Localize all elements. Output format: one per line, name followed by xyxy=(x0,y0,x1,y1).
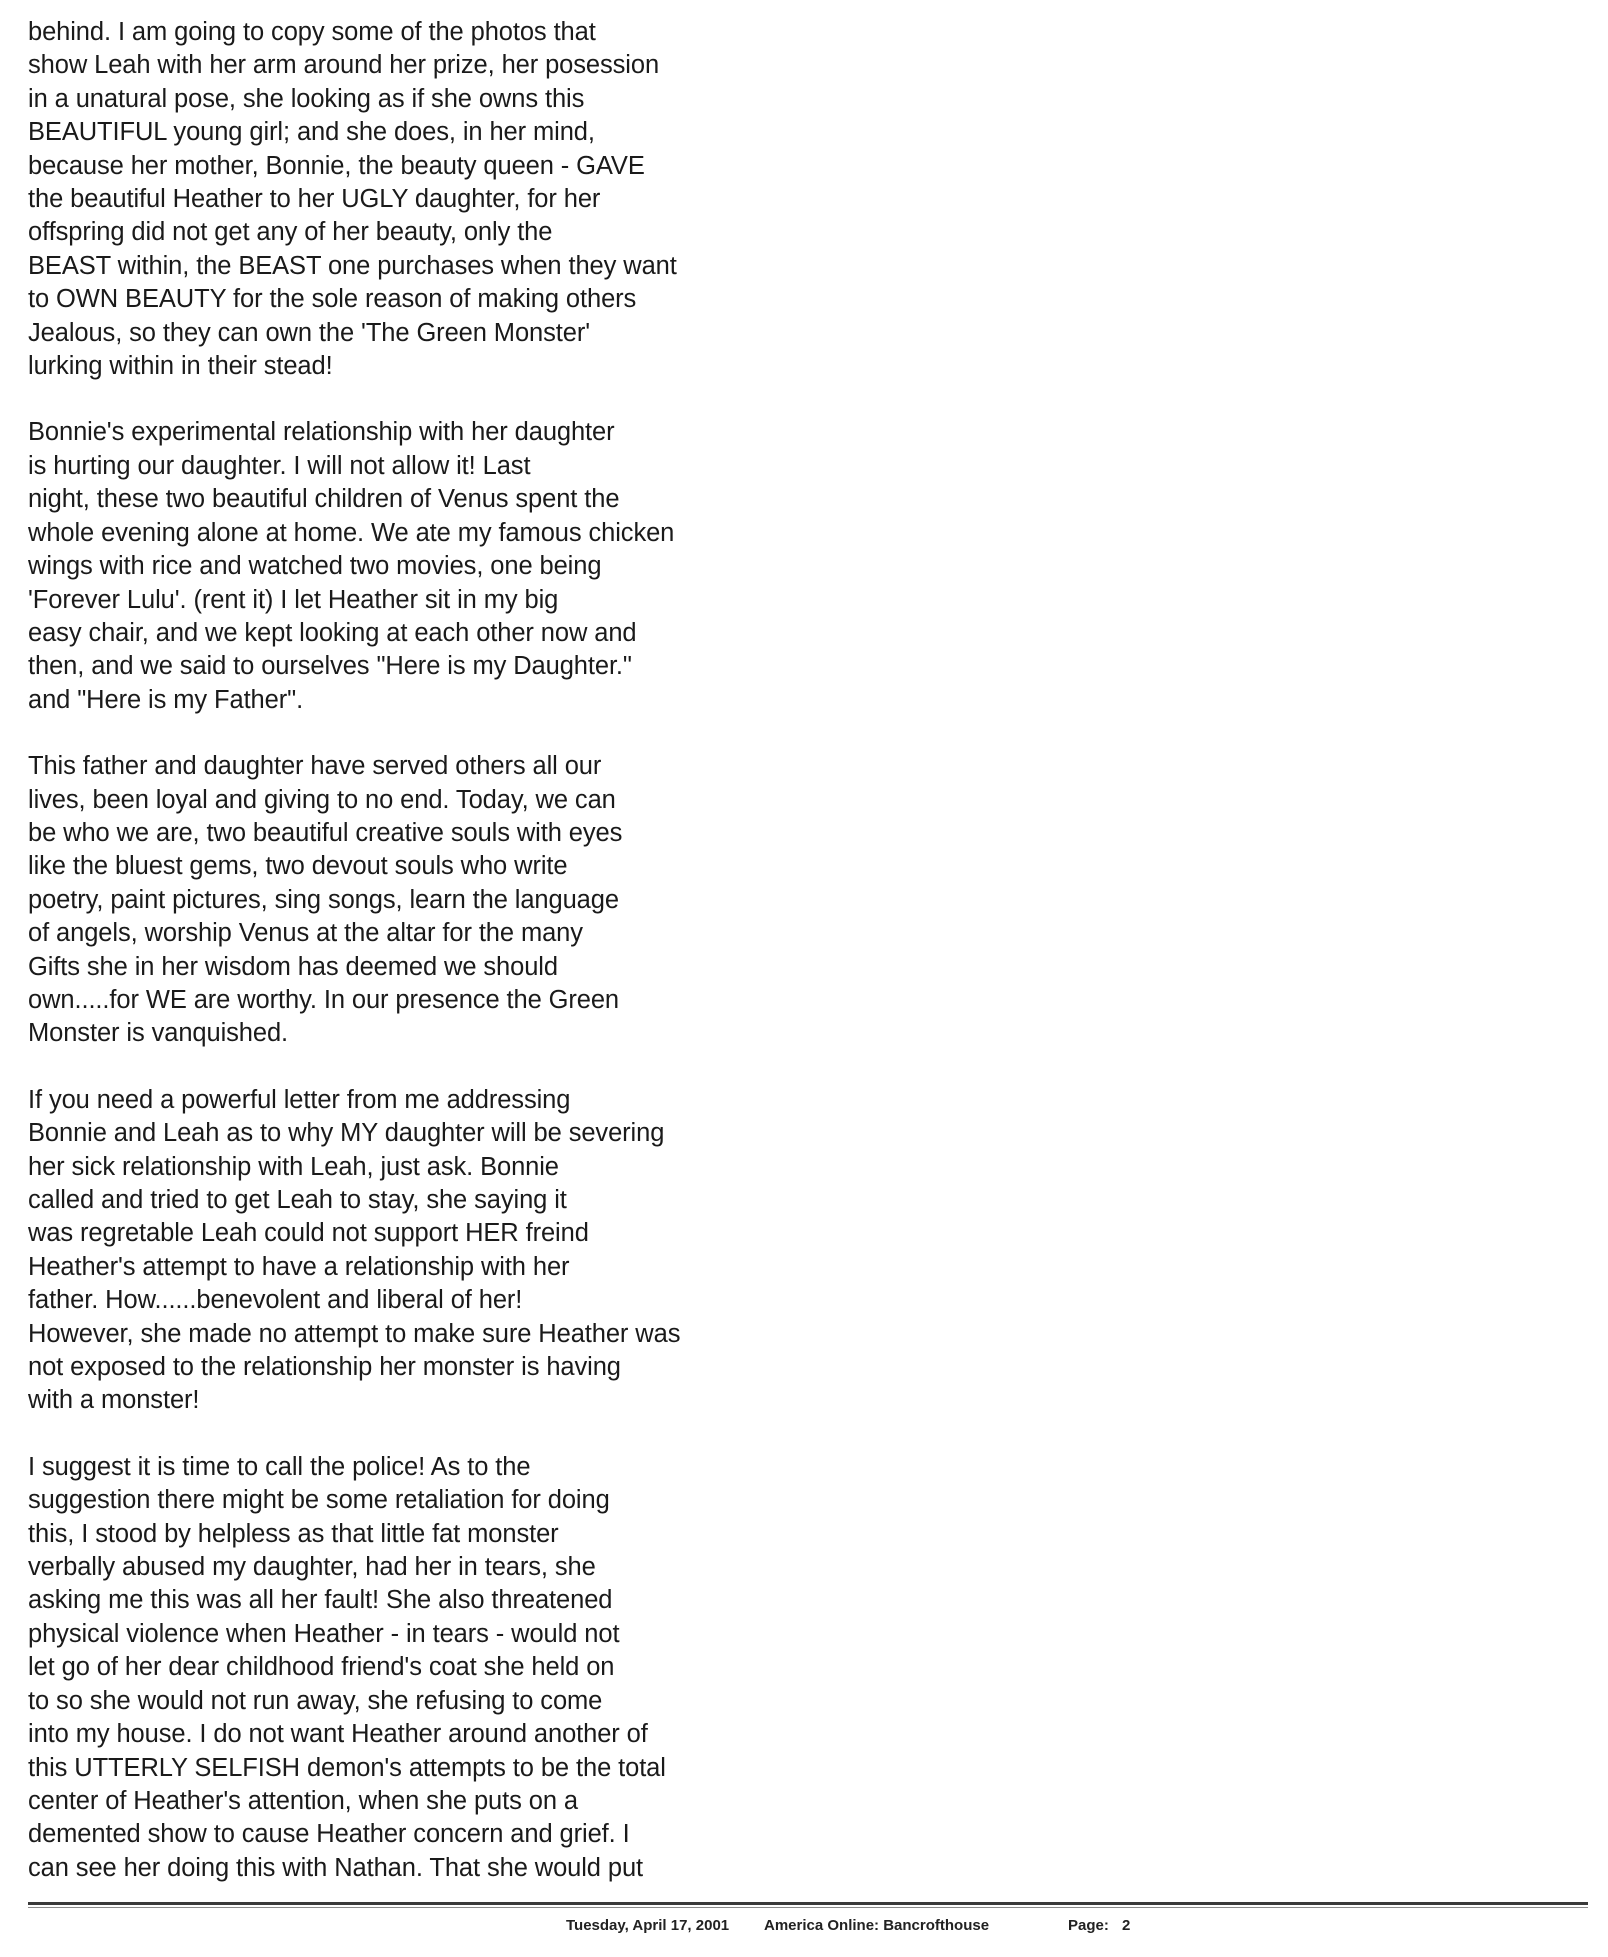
footer-divider xyxy=(28,1902,1588,1905)
text-line: lives, been loyal and giving to no end. Today, we can xyxy=(28,785,616,814)
text-line: BEAUTIFUL young girl; and she does, in her mind, xyxy=(28,118,595,147)
text-line: like the bluest gems, two devout souls who write xyxy=(28,852,568,881)
text-line: Bonnie's experimental relationship with her daughter xyxy=(28,418,615,447)
text-line: verbally abused my daughter, had her in tears, she xyxy=(28,1553,596,1582)
text-line: be who we are, two beautiful creative souls with eyes xyxy=(28,818,623,847)
text-line: 'Forever Lulu'. (rent it) I let Heather sit in my big xyxy=(28,585,559,614)
text-line: to OWN BEAUTY for the sole reason of making others xyxy=(28,285,637,314)
text-line: This father and daughter have served others all our xyxy=(28,752,602,781)
text-line: wings with rice and watched two movies, one being xyxy=(28,552,602,581)
text-line: Heather's attempt to have a relationship with her xyxy=(28,1252,570,1281)
text-line: night, these two beautiful children of Venus spent the xyxy=(28,485,620,514)
text-line: asking me this was all her fault! She also threatened xyxy=(28,1586,613,1615)
text-line: let go of her dear childhood friend's coat she held on xyxy=(28,1653,615,1682)
paragraph xyxy=(28,416,788,717)
text-line: easy chair, and we kept looking at each other now and xyxy=(28,618,637,647)
text-line: this UTTERLY SELFISH demon's attempts to be the total xyxy=(28,1753,666,1782)
page-footer xyxy=(0,1917,1608,1941)
text-line: center of Heather's attention, when she puts on a xyxy=(28,1786,578,1815)
text-line: father. How......benevolent and liberal of her! xyxy=(28,1286,523,1315)
text-line: lurking within in their stead! xyxy=(28,352,333,381)
text-line: because her mother, Bonnie, the beauty queen - GAVE xyxy=(28,151,645,180)
text-line: can see her doing this with Nathan. That she would put xyxy=(28,1853,644,1882)
text-line: suggestion there might be some retaliation for doing xyxy=(28,1486,610,1515)
text-line: her sick relationship with Leah, just ask. Bonnie xyxy=(28,1152,559,1181)
letter-body xyxy=(28,16,788,1918)
text-line: However, she made no attempt to make sure Heather was xyxy=(28,1319,681,1348)
text-line: Gifts she in her wisdom has deemed we should xyxy=(28,952,558,981)
text-line: not exposed to the relationship her monster is having xyxy=(28,1353,621,1382)
footer-page-number: 2 xyxy=(1122,1917,1131,1934)
text-line: demented show to cause Heather concern and grief. I xyxy=(28,1820,630,1849)
text-line: then, and we said to ourselves "Here is my Daughter." xyxy=(28,652,632,681)
text-line: poetry, paint pictures, sing songs, learn the language xyxy=(28,885,619,914)
text-line: and "Here is my Father". xyxy=(28,685,304,714)
text-line: BEAST within, the BEAST one purchases when they want xyxy=(28,251,677,280)
text-line: with a monster! xyxy=(28,1386,200,1415)
text-line: If you need a powerful letter from me addressing xyxy=(28,1085,571,1114)
text-line: was regretable Leah could not support HER freind xyxy=(28,1219,589,1248)
footer-divider-secondary xyxy=(28,1907,1588,1908)
footer-date: Tuesday, April 17, 2001 xyxy=(566,1917,730,1934)
text-line: is hurting our daughter. I will not allow it! Last xyxy=(28,451,531,480)
text-line: this, I stood by helpless as that little fat monster xyxy=(28,1519,559,1548)
paragraph xyxy=(28,1451,788,1885)
paragraph xyxy=(28,16,788,383)
text-line: Jealous, so they can own the 'The Green Monster' xyxy=(28,318,590,347)
footer-source: America Online: Bancrofthouse xyxy=(764,1917,990,1934)
text-line: in a unatural pose, she looking as if she owns this xyxy=(28,84,585,113)
footer-page-label: Page: xyxy=(1068,1917,1109,1934)
text-line: the beautiful Heather to her UGLY daughter, for her xyxy=(28,185,601,214)
text-line: own.....for WE are worthy. In our presence the Green xyxy=(28,985,620,1014)
text-line: Monster is vanquished. xyxy=(28,1019,289,1048)
paragraph xyxy=(28,750,788,1051)
text-line: Bonnie and Leah as to why MY daughter will be severing xyxy=(28,1119,665,1148)
text-line: behind. I am going to copy some of the photos that xyxy=(28,18,596,46)
text-line: offspring did not get any of her beauty, only the xyxy=(28,218,553,247)
text-line: called and tried to get Leah to stay, she saying it xyxy=(28,1186,567,1214)
paragraph xyxy=(28,1084,788,1418)
text-line: to so she would not run away, she refusing to come xyxy=(28,1686,603,1715)
text-line: physical violence when Heather - in tears - would not xyxy=(28,1619,620,1648)
text-line: into my house. I do not want Heather around another of xyxy=(28,1720,648,1749)
text-line: show Leah with her arm around her prize, her posession xyxy=(28,51,660,80)
text-line: of angels, worship Venus at the altar for the many xyxy=(28,919,583,948)
text-line: I suggest it is time to call the police! As to the xyxy=(28,1452,531,1481)
text-line: whole evening alone at home. We ate my famous chicken xyxy=(28,518,675,547)
